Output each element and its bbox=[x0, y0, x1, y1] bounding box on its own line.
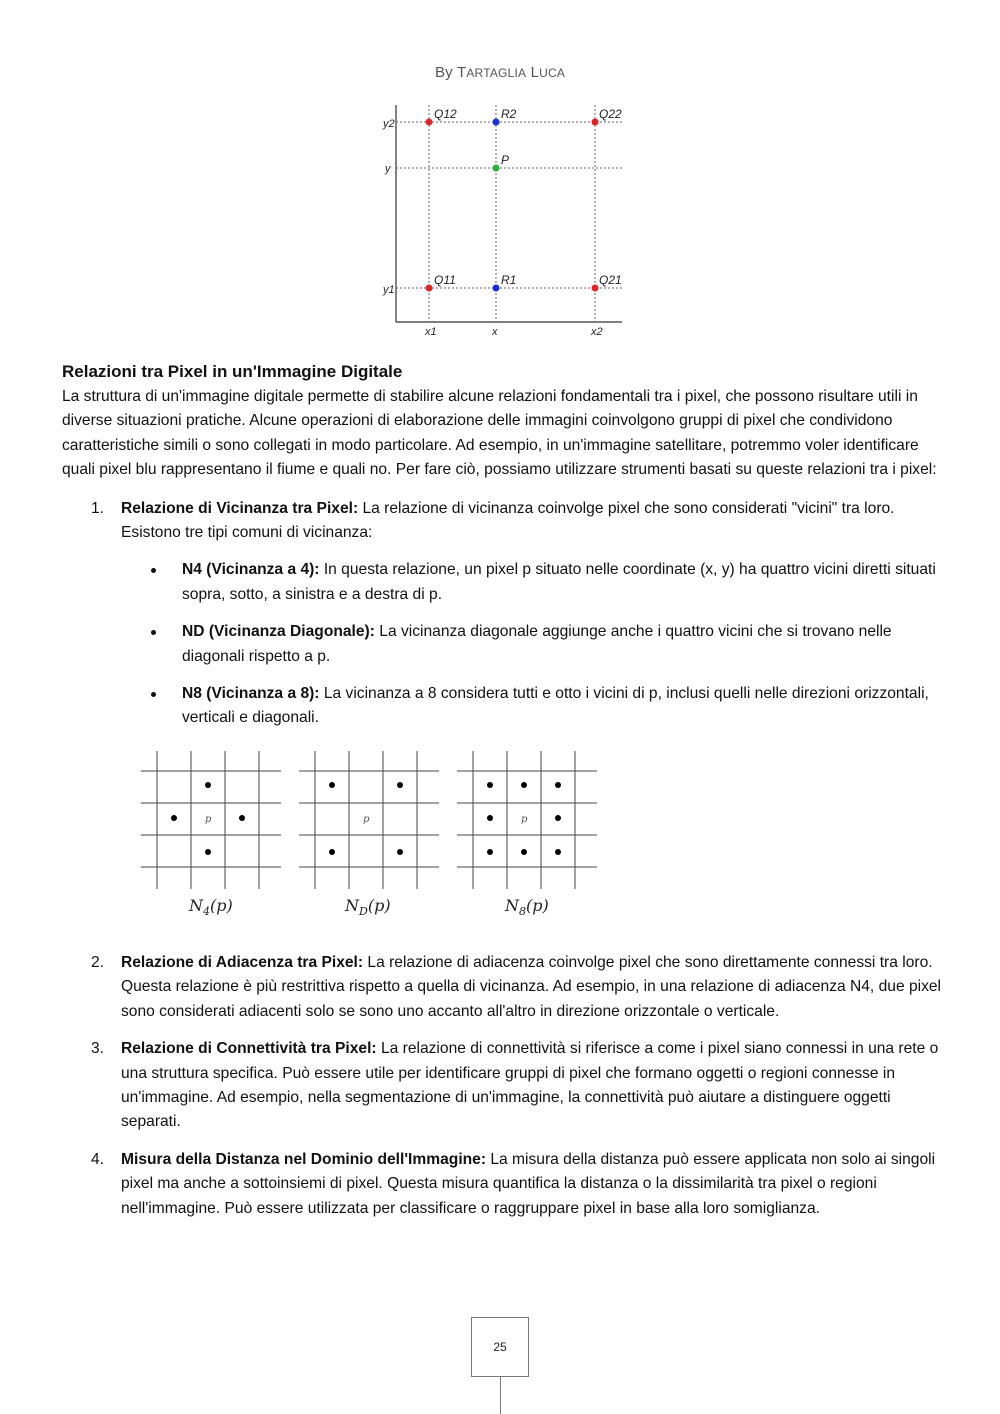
point-p bbox=[493, 165, 500, 172]
center-p-label: p bbox=[363, 813, 370, 825]
relations-list bbox=[62, 497, 942, 1221]
sub-item-n4 bbox=[121, 558, 942, 607]
label-r2: R2 bbox=[501, 107, 517, 121]
tick-x: x bbox=[492, 326, 498, 338]
point-q12 bbox=[426, 119, 433, 126]
list-item-3 bbox=[62, 1037, 942, 1135]
label-r1: R1 bbox=[501, 273, 517, 287]
bullet-icon bbox=[151, 568, 156, 573]
sub-item-nd bbox=[121, 620, 942, 669]
sub-item-title: ND (Vicinanza Diagonale): bbox=[182, 623, 375, 641]
label-q21: Q21 bbox=[599, 273, 622, 287]
section-intro: La struttura di un'immagine digitale permette di stabilire alcune relazioni fondamentali tra i pixel, che possono risultare utili in diverse situazioni pratiche. Alcune operazioni di elaborazione delle immagini coinvolgono gruppi di pixel che condividono caratteristiche simili o sono collegati in modo particolare. Ad esempio, in un'immagine satellitare, potremmo voler identificare quali pixel blu rappresentano il fiume e quali no. Per fare ciò, possiamo utilizzare strumenti basati su queste relazioni tra i pixel: bbox=[62, 388, 937, 479]
list-item-2 bbox=[62, 951, 942, 1024]
bullet-icon bbox=[151, 692, 156, 697]
sub-item-n8 bbox=[121, 682, 942, 731]
tick-x2: x2 bbox=[591, 326, 603, 338]
n4-grid-figure bbox=[141, 751, 281, 921]
item-text: La relazione di adiacenza coinvolge pixel che sono direttamente connessi tra loro. Questa relazione è più restrittiva rispetto a quella di vicinanza. Ad esempio, in una relazione di adiacenza N4, due pixel sono considerati adiacenti solo se sono uno accanto all'altro in direzione orizzontale o verticale. bbox=[121, 953, 942, 1020]
item-number: 1. bbox=[91, 499, 105, 517]
item-number: 4. bbox=[91, 1150, 105, 1168]
item-number: 2. bbox=[91, 953, 105, 971]
tick-y: y bbox=[385, 163, 391, 175]
item-text: La relazione di vicinanza coinvolge pixel che sono considerati "vicini" tra loro. Esistono tre tipi comuni di vicinanza: bbox=[121, 499, 895, 542]
list-item-1 bbox=[62, 497, 942, 931]
bilinear-interpolation-figure bbox=[370, 100, 630, 340]
bullet-icon bbox=[151, 630, 156, 635]
point-q21 bbox=[592, 285, 599, 292]
item-text: La misura della distanza può essere applicata non solo ai singoli pixel ma anche a sottoinsiemi di pixel. Questa misura quantifica la distanza o la dissimilarità tra pixel o regioni nell'immagine. Può essere utilizzata per classificare o raggruppare pixel in base alla loro somiglianza. bbox=[121, 1150, 936, 1217]
tick-y2: y2 bbox=[383, 118, 395, 130]
header-last-initial: L bbox=[530, 64, 540, 81]
neighborhood-types-list bbox=[121, 558, 942, 730]
nd-grid-figure bbox=[299, 751, 439, 921]
sub-item-text: La vicinanza diagonale aggiunge anche i quattro vicini che si trovano nelle diagonali rispetto a p. bbox=[182, 623, 892, 665]
neighborhood-figures bbox=[62, 751, 942, 931]
sub-item-title: N8 (Vicinanza a 8): bbox=[182, 685, 320, 703]
item-title: Misura della Distanza nel Dominio dell'Immagine: bbox=[121, 1150, 487, 1168]
sub-item-title: N4 (Vicinanza a 4): bbox=[182, 561, 320, 579]
list-item-4 bbox=[62, 1148, 942, 1221]
header-by: By bbox=[434, 64, 453, 81]
page-header bbox=[0, 64, 1000, 81]
point-r1 bbox=[493, 285, 500, 292]
item-number: 3. bbox=[91, 1040, 105, 1058]
header-first-rest: ARTAGLIA bbox=[466, 66, 527, 80]
item-text: La relazione di connettività si riferisce a come i pixel siano connessi in una rete o una struttura specifica. Può essere utile per identificare gruppi di pixel che formano oggetti o regioni connesse in un'immagine. Ad esempio, nella segmentazione di un'immagine, la connettività può aiutare a distinguere oggetti separati. bbox=[121, 1040, 939, 1131]
center-p-label: p bbox=[521, 813, 528, 825]
page-number: 25 bbox=[471, 1317, 529, 1377]
sub-item-text: La vicinanza a 8 considera tutti e otto i vicini di p, inclusi quelli nelle direzioni orizzontali, verticali e diagonali. bbox=[182, 685, 929, 727]
caption-n8: $N_8(p)$ bbox=[505, 895, 549, 918]
item-title: Relazione di Vicinanza tra Pixel: bbox=[121, 499, 359, 517]
item-title: Relazione di Connettività tra Pixel: bbox=[121, 1040, 377, 1058]
point-q22 bbox=[592, 119, 599, 126]
page-number-line bbox=[500, 1376, 501, 1414]
header-last-rest: UCA bbox=[539, 66, 566, 80]
label-q12: Q12 bbox=[434, 107, 457, 121]
center-p-label: p bbox=[205, 813, 212, 825]
point-r2 bbox=[493, 119, 500, 126]
main-content bbox=[62, 362, 942, 1234]
label-q11: Q11 bbox=[434, 273, 456, 287]
caption-nd: $N_D(p)$ bbox=[345, 895, 391, 918]
sub-item-text: In questa relazione, un pixel p situato nelle coordinate (x, y) ha quattro vicini diretti situati sopra, sotto, a sinistra e a destra di p. bbox=[182, 561, 936, 603]
point-q11 bbox=[426, 285, 433, 292]
tick-x1: x1 bbox=[425, 326, 437, 338]
header-first-initial: T bbox=[456, 64, 467, 81]
label-q22: Q22 bbox=[599, 107, 622, 121]
tick-y1: y1 bbox=[383, 284, 395, 296]
caption-n4: $N_4(p)$ bbox=[189, 895, 233, 918]
n8-grid-figure bbox=[457, 751, 597, 921]
item-title: Relazione di Adiacenza tra Pixel: bbox=[121, 953, 364, 971]
label-p: P bbox=[501, 153, 510, 167]
section-title: Relazioni tra Pixel in un'Immagine Digitale bbox=[62, 362, 403, 381]
